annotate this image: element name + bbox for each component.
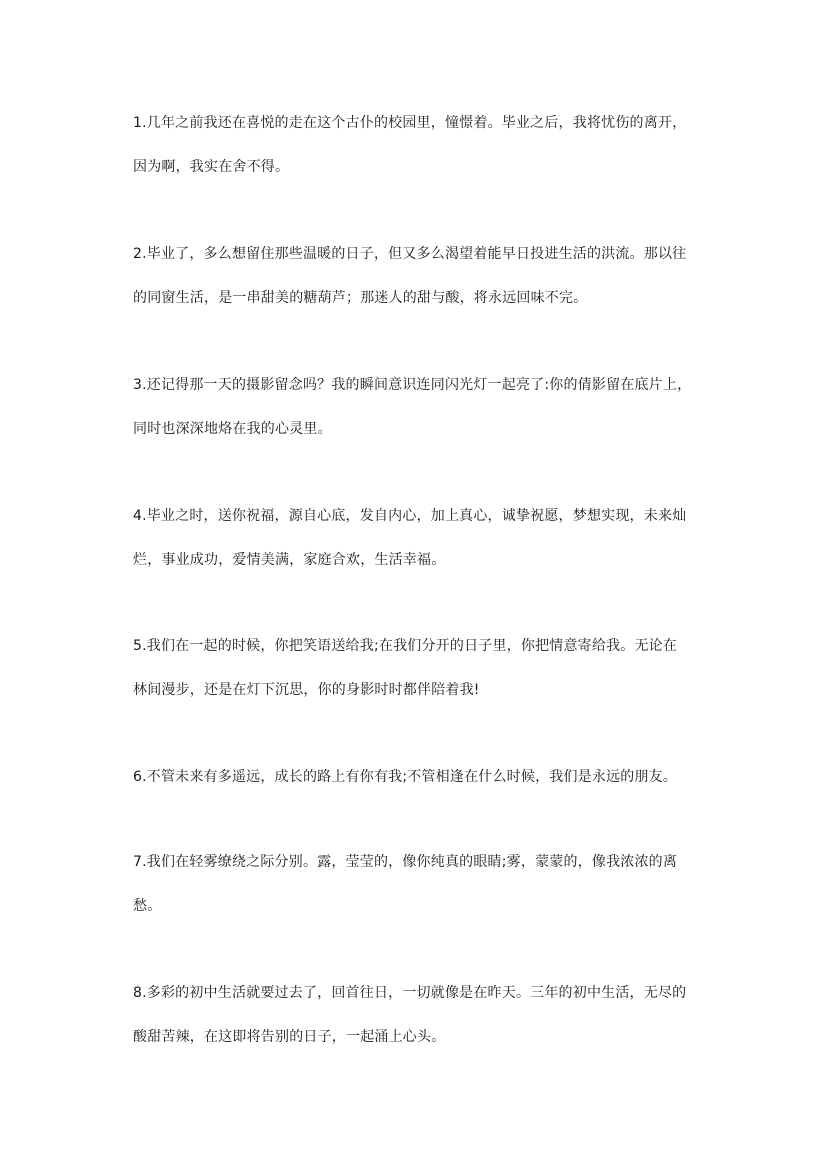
paragraph-7 [133, 852, 713, 916]
paragraph-line: 愁。 [133, 898, 162, 914]
paragraph-line: 7.我们在轻雾缭绕之际分别。露，莹莹的，像你纯真的眼睛;雾，蒙蒙的，像我浓浓的离 [133, 854, 678, 870]
paragraph-line: 同时也深深地烙在我的心灵里。 [133, 421, 332, 437]
paragraph-line: 因为啊，我实在舍不得。 [133, 159, 290, 175]
paragraph-line: 3.还记得那一天的摄影留念吗？我的瞬间意识连同闪光灯一起亮了:你的倩影留在底片上， [133, 377, 692, 393]
paragraph-line: 酸甜苦辣，在这即将告别的日子，一起涌上心头。 [133, 1029, 446, 1045]
paragraph-line: 4.毕业之时，送你祝福，源自心底，发自内心，加上真心，诚挚祝愿，梦想实现，未来灿 [133, 508, 687, 524]
paragraph-4 [133, 506, 713, 570]
paragraph-8 [133, 983, 713, 1047]
paragraph-line: 的同窗生活，是一串甜美的糖葫芦；那迷人的甜与酸，将永远回味不完。 [133, 290, 588, 306]
paragraph-line: 6.不管未来有多遥远，成长的路上有你有我;不管相逢在什么时候，我们是永远的朋友。 [133, 769, 678, 785]
paragraph-line: 5.我们在一起的时候，你把笑语送给我;在我们分开的日子里，你把情意寄给我。无论在 [133, 638, 678, 654]
paragraph-line: 林间漫步，还是在灯下沉思，你的身影时时都伴陪着我! [133, 682, 480, 698]
paragraph-line: 8.多彩的初中生活就要过去了，回首往日，一切就像是在昨天。三年的初中生活，无尽的 [133, 985, 687, 1001]
paragraph-2 [133, 244, 713, 308]
paragraph-line: 1.几年之前我还在喜悦的走在这个古仆的校园里，憧憬着。毕业之后，我将忧伤的离开， [133, 115, 687, 131]
paragraph-line: 烂，事业成功，爱情美满，家庭合欢，生活幸福。 [133, 552, 446, 568]
paragraph-1 [133, 113, 713, 177]
paragraph-3 [133, 375, 713, 439]
paragraph-6 [133, 767, 713, 787]
paragraph-line: 2.毕业了，多么想留住那些温暖的日子，但又多么渴望着能早日投进生活的洪流。那以往 [133, 246, 687, 262]
paragraph-5 [133, 636, 713, 700]
